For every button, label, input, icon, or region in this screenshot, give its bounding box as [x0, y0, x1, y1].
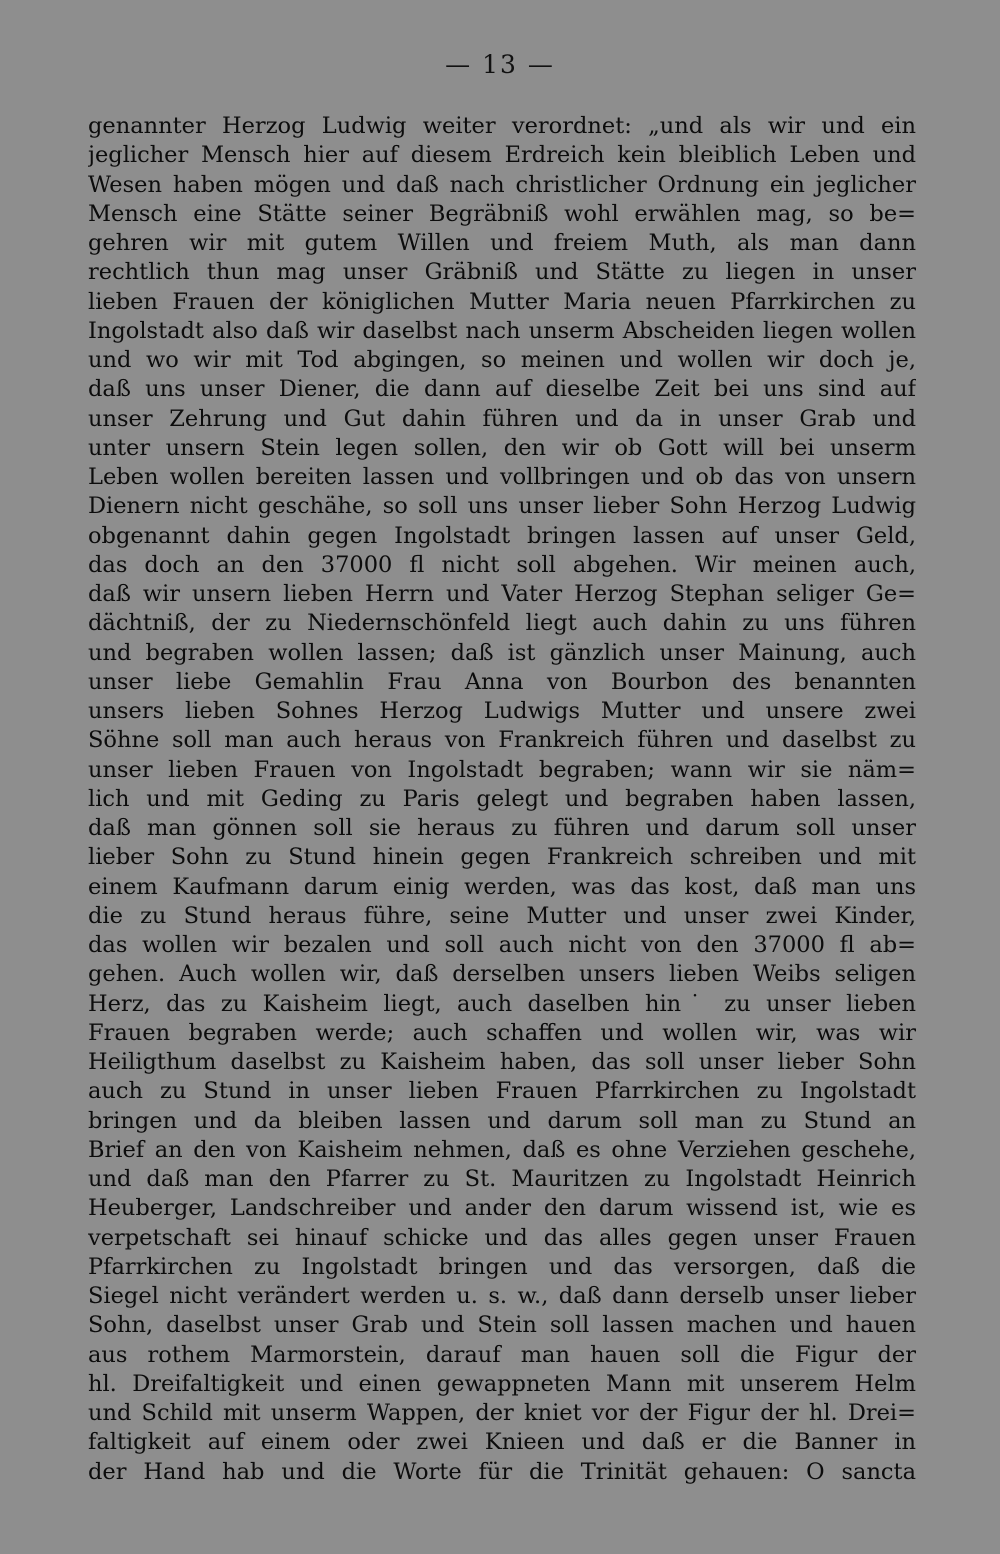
text-line: faltigkeit auf einem oder zwei Knieen und daß er die Banner in [88, 1429, 916, 1456]
text-line: Leben wollen bereiten lassen und vollbringen und ob das von unsern [88, 464, 916, 490]
text-line: Pfarrkirchen zu Ingolstadt bringen und das versorgen, daß die [88, 1253, 916, 1280]
text-line: die zu Stund heraus führe, seine Mutter und unser zwei Kinder, [88, 902, 916, 929]
text-line: und Schild mit unserm Wappen, der kniet vor der Figur der hl. Drei= [88, 1400, 916, 1426]
text-line: der Hand hab und die Worte für die Trinität gehauen: O sancta [88, 1458, 916, 1485]
text-line: unser lieben Frauen von Ingolstadt begraben; wann wir sie näm= [88, 756, 916, 783]
text-line: daß man gönnen soll sie heraus zu führen und darum soll unser [88, 815, 916, 841]
text-line: daß uns unser Diener, die dann auf dieselbe Zeit bei uns sind auf [88, 376, 916, 403]
text-line: Heiligthum daselbst zu Kaisheim haben, das soll unser lieber Sohn [88, 1049, 916, 1075]
text-line: lich und mit Geding zu Paris gelegt und begraben haben lassen, [88, 785, 916, 812]
text-line: lieber Sohn zu Stund hinein gegen Frankreich schreiben und mit [88, 844, 916, 871]
text-line: gehen. Auch wollen wir, daß derselben unsers lieben Weibs seligen [88, 961, 916, 988]
page-number: — 13 — [445, 50, 555, 79]
text-line: rechtlich thun mag unser Gräbniß und Stätte zu liegen in unser [88, 259, 916, 286]
text-line: obgenannt dahin gegen Ingolstadt bringen lassen auf unser Geld, [88, 522, 916, 549]
text-line: Frauen begraben werde; auch schaffen und wollen wir, was wir [88, 1019, 916, 1046]
text-line: verpetschaft sei hinauf schicke und das alles gegen unser Frauen [88, 1224, 916, 1251]
text-line: das doch an den 37000 fl nicht soll abgehen. Wir meinen auch, [88, 551, 916, 578]
text-line: jeglicher Mensch hier auf diesem Erdreich kein bleiblich Leben und [88, 142, 916, 169]
text-line: Sohn, daselbst unser Grab und Stein soll lassen machen und hauen [88, 1312, 916, 1339]
text-line: einem Kaufmann darum einig werden, was das kost, daß man uns [88, 873, 916, 900]
text-line: Wesen haben mögen und daß nach christlicher Ordnung ein jeglicher [88, 171, 916, 198]
text-line: Ingolstadt also daß wir daselbst nach unserm Abscheiden liegen wollen [88, 317, 916, 344]
text-line: gehren wir mit gutem Willen und freiem Muth, als man dann [88, 230, 916, 256]
text-line: Dienern nicht geschähe, so soll uns unser lieber Sohn Herzog Ludwig [88, 493, 916, 520]
text-line: unter unsern Stein legen sollen, den wir ob Gott will bei unserm [88, 434, 916, 461]
body-text [88, 112, 916, 1487]
text-line: Heuberger, Landschreiber und ander den darum wissend ist, wie es [88, 1195, 916, 1222]
text-line: das wollen wir bezalen und soll auch nicht von den 37000 fl ab= [88, 932, 916, 958]
text-line: aus rothem Marmorstein, darauf man hauen soll die Figur der [88, 1341, 916, 1368]
text-line: Herz, das zu Kaisheim liegt, auch daselben hin˙ zu unser lieben [88, 990, 916, 1017]
text-line: Brief an den von Kaisheim nehmen, daß es ohne Verziehen geschehe, [88, 1136, 916, 1163]
text-line: dächtniß, der zu Niedernschönfeld liegt auch dahin zu uns führen [88, 610, 916, 637]
text-line: und daß man den Pfarrer zu St. Mauritzen zu Ingolstadt Heinrich [88, 1166, 916, 1192]
text-line: unser Zehrung und Gut dahin führen und da in unser Grab und [88, 405, 916, 432]
text-line: bringen und da bleiben lassen und darum soll man zu Stund an [88, 1107, 916, 1134]
text-line: unsers lieben Sohnes Herzog Ludwigs Mutter und unsere zwei [88, 698, 916, 724]
text-line: lieben Frauen der königlichen Mutter Maria neuen Pfarrkirchen zu [88, 288, 916, 315]
text-line: unser liebe Gemahlin Frau Anna von Bourbon des benannten [88, 668, 916, 695]
text-line: hl. Dreifaltigkeit und einen gewappneten Mann mit unserem Helm [88, 1370, 916, 1397]
text-line: und wo wir mit Tod abgingen, so meinen und wollen wir doch je, [88, 347, 916, 373]
text-line: genannter Herzog Ludwig weiter verordnet: „und als wir und ein [88, 113, 916, 139]
text-line: daß wir unsern lieben Herrn und Vater Herzog Stephan seliger Ge= [88, 581, 916, 607]
text-line: und begraben wollen lassen; daß ist gänzlich unser Mainung, auch [88, 639, 916, 666]
text-line: auch zu Stund in unser lieben Frauen Pfarrkirchen zu Ingolstadt [88, 1078, 916, 1105]
text-line: Mensch eine Stätte seiner Begräbniß wohl erwählen mag, so be= [88, 200, 916, 227]
text-line: Siegel nicht verändert werden u. s. w., daß dann derselb unser lieber [88, 1283, 916, 1309]
text-line: Söhne soll man auch heraus von Frankreich führen und daselbst zu [88, 727, 916, 754]
